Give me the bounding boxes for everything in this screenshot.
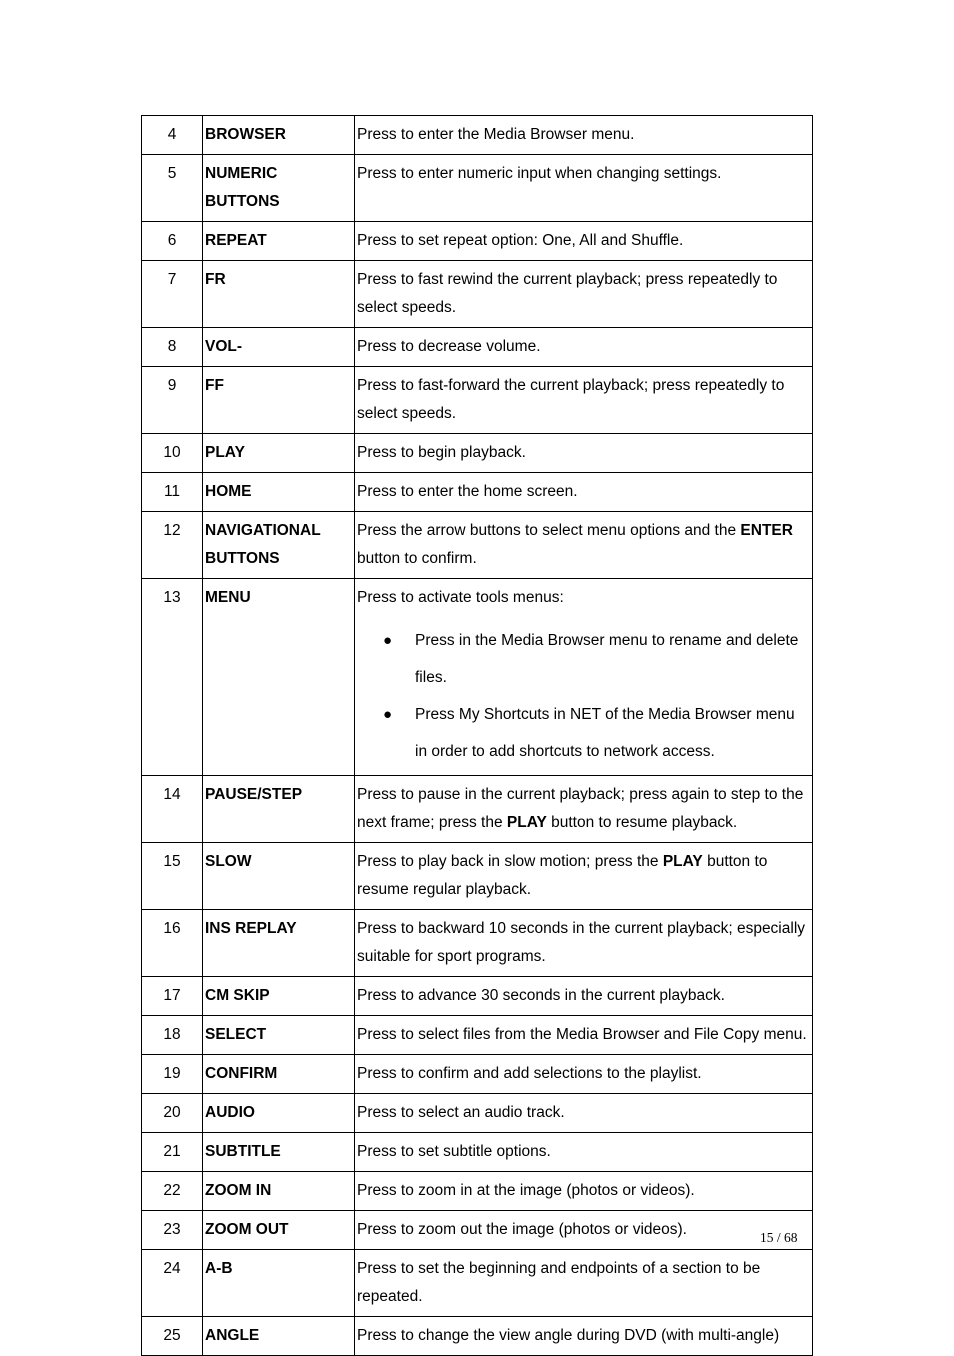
description-text — [357, 333, 810, 361]
button-name: HOME — [203, 473, 355, 512]
description-text — [357, 121, 810, 149]
description-segment: Press to pause in the current playback; press again to step to the next frame; press the — [357, 786, 804, 831]
table-row — [142, 1250, 813, 1317]
bullet-icon: ● — [383, 706, 393, 723]
button-name: NAVIGATIONAL BUTTONS — [203, 512, 355, 579]
row-number: 18 — [142, 1016, 203, 1055]
button-description — [355, 579, 813, 776]
bullet-icon: ● — [383, 632, 393, 649]
description-segment: Press to backward 10 seconds in the current playback; especially suitable for sport programs. — [357, 920, 806, 965]
table-row — [142, 1211, 813, 1250]
emphasized-term: PLAY — [506, 814, 547, 831]
description-segment: Press to activate tools menus: — [357, 589, 564, 606]
bullet-list — [357, 622, 810, 770]
button-description — [355, 910, 813, 977]
description-segment: Press to zoom out the image (photos or videos). — [357, 1221, 687, 1238]
row-number: 4 — [142, 116, 203, 155]
description-text — [357, 982, 810, 1010]
description-segment: Press to zoom in at the image (photos or videos). — [357, 1182, 695, 1199]
table-body — [142, 116, 813, 1356]
button-description — [355, 776, 813, 843]
description-text — [357, 584, 810, 612]
table-row — [142, 367, 813, 434]
button-description — [355, 1133, 813, 1172]
button-description — [355, 473, 813, 512]
row-number: 15 — [142, 843, 203, 910]
description-text — [357, 848, 810, 904]
row-number: 8 — [142, 328, 203, 367]
description-text — [357, 478, 810, 506]
button-name: AUDIO — [203, 1094, 355, 1133]
emphasized-term: ENTER — [740, 522, 793, 539]
table-row — [142, 776, 813, 843]
description-segment: Press to select an audio track. — [357, 1104, 565, 1121]
button-name: CONFIRM — [203, 1055, 355, 1094]
description-segment: Press to set repeat option: One, All and Shuffle. — [357, 232, 684, 249]
button-description — [355, 222, 813, 261]
description-segment: Press to decrease volume. — [357, 338, 541, 355]
button-name: SLOW — [203, 843, 355, 910]
description-text — [357, 1021, 810, 1049]
row-number: 13 — [142, 579, 203, 776]
row-number: 20 — [142, 1094, 203, 1133]
button-description — [355, 155, 813, 222]
button-description — [355, 512, 813, 579]
description-segment: Press to begin playback. — [357, 444, 526, 461]
row-number: 19 — [142, 1055, 203, 1094]
description-segment: button to resume regular playback. — [357, 853, 768, 898]
button-name: BROWSER — [203, 116, 355, 155]
table-row — [142, 116, 813, 155]
description-segment: Press to fast rewind the current playback; press repeatedly to select speeds. — [357, 271, 778, 316]
button-description — [355, 1211, 813, 1250]
description-text — [357, 915, 810, 971]
button-description — [355, 1094, 813, 1133]
description-segment: button to resume playback. — [546, 814, 738, 831]
button-name: INS REPLAY — [203, 910, 355, 977]
button-name: FR — [203, 261, 355, 328]
description-segment: Press to confirm and add selections to the playlist. — [357, 1065, 702, 1082]
row-number: 25 — [142, 1317, 203, 1356]
description-segment: Press to enter the home screen. — [357, 483, 578, 500]
button-name: NUMERIC BUTTONS — [203, 155, 355, 222]
description-segment: button to confirm. — [357, 550, 477, 567]
bullet-item — [357, 696, 810, 770]
button-name: SELECT — [203, 1016, 355, 1055]
row-number: 5 — [142, 155, 203, 222]
description-text — [357, 266, 810, 322]
row-number: 17 — [142, 977, 203, 1016]
row-number: 9 — [142, 367, 203, 434]
row-number: 10 — [142, 434, 203, 473]
row-number: 12 — [142, 512, 203, 579]
table-row — [142, 1055, 813, 1094]
table-row — [142, 512, 813, 579]
description-text — [357, 1322, 810, 1350]
description-text — [357, 160, 810, 188]
table-row — [142, 1172, 813, 1211]
table-row — [142, 1016, 813, 1055]
bullet-text: Press in the Media Browser menu to rename and delete files. — [415, 632, 799, 686]
table-row — [142, 261, 813, 328]
table-row — [142, 843, 813, 910]
button-name: PAUSE/STEP — [203, 776, 355, 843]
bullet-item — [357, 622, 810, 696]
table-row — [142, 328, 813, 367]
button-description — [355, 116, 813, 155]
table-row — [142, 1094, 813, 1133]
button-description — [355, 328, 813, 367]
description-text — [357, 372, 810, 428]
row-number: 23 — [142, 1211, 203, 1250]
description-segment: Press to change the view angle during DVD (with multi-angle) — [357, 1327, 780, 1344]
button-name: ZOOM OUT — [203, 1211, 355, 1250]
button-description — [355, 1016, 813, 1055]
table-row — [142, 434, 813, 473]
button-description — [355, 843, 813, 910]
description-text — [357, 1138, 810, 1166]
button-description — [355, 367, 813, 434]
button-name: REPEAT — [203, 222, 355, 261]
table-row — [142, 222, 813, 261]
description-text — [357, 517, 810, 573]
button-description — [355, 977, 813, 1016]
button-name: A-B — [203, 1250, 355, 1317]
button-name: CM SKIP — [203, 977, 355, 1016]
button-description — [355, 1055, 813, 1094]
description-segment: Press to fast-forward the current playback; press repeatedly to select speeds. — [357, 377, 785, 422]
emphasized-term: PLAY — [662, 853, 703, 870]
description-segment: Press to set the beginning and endpoints of a section to be repeated. — [357, 1260, 761, 1305]
row-number: 16 — [142, 910, 203, 977]
row-number: 11 — [142, 473, 203, 512]
description-text — [357, 781, 810, 837]
description-segment: Press to play back in slow motion; press the — [357, 853, 663, 870]
description-segment: Press to enter the Media Browser menu. — [357, 126, 635, 143]
row-number: 6 — [142, 222, 203, 261]
row-number: 24 — [142, 1250, 203, 1317]
button-name: MENU — [203, 579, 355, 776]
description-text — [357, 1216, 810, 1244]
button-description — [355, 1250, 813, 1317]
bullet-text: Press My Shortcuts in NET of the Media Browser menu in order to add shortcuts to network access. — [415, 706, 795, 760]
description-text — [357, 1255, 810, 1311]
description-text — [357, 227, 810, 255]
button-name: PLAY — [203, 434, 355, 473]
button-description — [355, 261, 813, 328]
row-number: 21 — [142, 1133, 203, 1172]
table-row — [142, 473, 813, 512]
row-number: 14 — [142, 776, 203, 843]
description-text — [357, 439, 810, 467]
description-text — [357, 1177, 810, 1205]
description-segment: Press to enter numeric input when changing settings. — [357, 165, 722, 182]
button-name: VOL- — [203, 328, 355, 367]
button-description — [355, 1172, 813, 1211]
button-description — [355, 434, 813, 473]
table-row — [142, 155, 813, 222]
button-name: SUBTITLE — [203, 1133, 355, 1172]
page-number: 15 / 68 — [760, 1230, 798, 1245]
description-text — [357, 1060, 810, 1088]
description-segment: Press the arrow buttons to select menu options and the — [357, 522, 741, 539]
description-segment: Press to select files from the Media Browser and File Copy menu. — [357, 1026, 807, 1043]
table-row — [142, 910, 813, 977]
button-name: FF — [203, 367, 355, 434]
table-row — [142, 1133, 813, 1172]
table-row — [142, 977, 813, 1016]
button-name: ZOOM IN — [203, 1172, 355, 1211]
row-number: 7 — [142, 261, 203, 328]
button-name: ANGLE — [203, 1317, 355, 1356]
description-segment: Press to set subtitle options. — [357, 1143, 551, 1160]
description-text — [357, 1099, 810, 1127]
table-row — [142, 579, 813, 776]
row-number: 22 — [142, 1172, 203, 1211]
button-function-table — [141, 115, 813, 1356]
description-segment: Press to advance 30 seconds in the current playback. — [357, 987, 725, 1004]
